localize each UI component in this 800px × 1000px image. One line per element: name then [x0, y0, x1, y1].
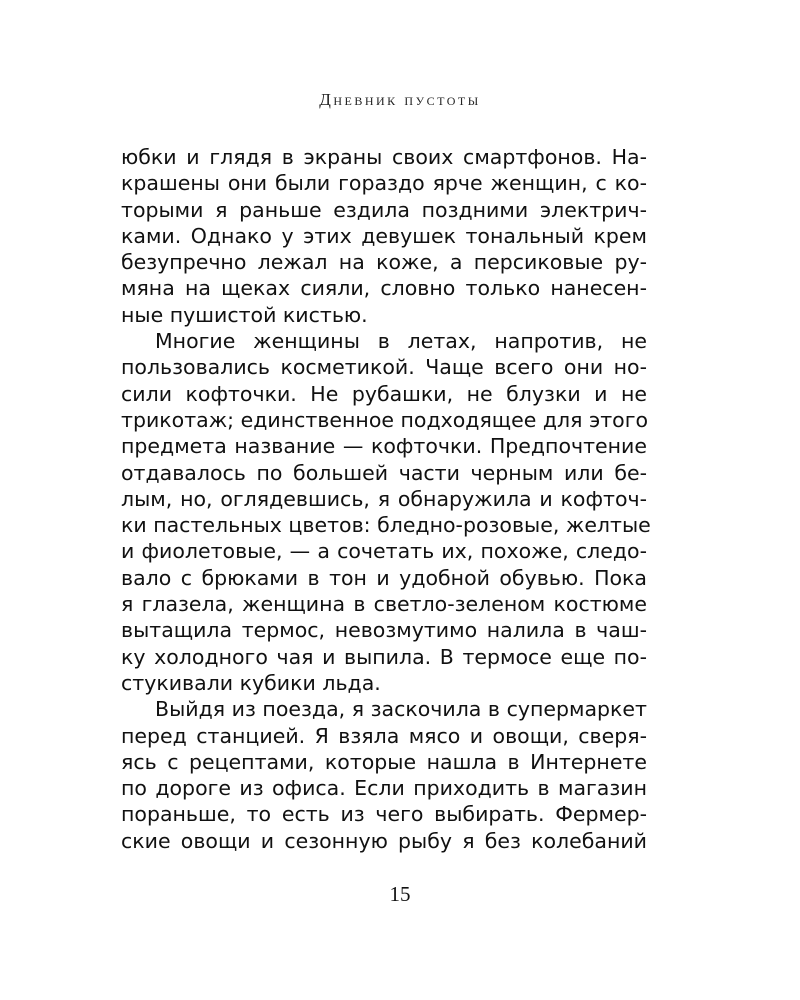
text-line: ки пастельных цветов: бледно-розовые, желтые: [121, 513, 651, 538]
text-line: ские овощи и сезонную рыбу я без колебаний: [121, 828, 647, 853]
text-line: и фиолетовые, — а сочетать их, похоже, следо-: [121, 539, 647, 564]
text-line: Выйдя из поезда, я заскочила в супермаркет: [155, 697, 647, 722]
body-text: [121, 144, 651, 854]
text-line: ясь с рецептами, которые нашла в Интернете: [121, 749, 647, 774]
text-line: отдавалось по большей части черным или бе-: [121, 460, 647, 485]
paragraph: [121, 144, 647, 328]
text-line: ные пушистой кистью.: [121, 302, 368, 327]
text-line: стукивали кубики льда.: [121, 670, 381, 695]
paragraph: [121, 696, 647, 854]
text-line: юбки и глядя в экраны своих смартфонов. На-: [121, 145, 647, 169]
text-line: лым, но, оглядевшись, я обнаружила и кофточ-: [121, 486, 647, 511]
text-line: трикотаж; единственное подходящее для этого: [121, 407, 649, 432]
running-head: Дневник пустоты: [319, 90, 481, 109]
page-number: 15: [389, 882, 411, 906]
text-line: безупречно лежал на коже, а персиковые ру-: [121, 250, 647, 275]
text-line: Многие женщины в летах, напротив, не: [155, 329, 647, 354]
text-line: предмета название — кофточки. Предпочтение: [121, 434, 647, 459]
text-line: ку холодного чая и выпила. В термосе еще по-: [121, 644, 647, 669]
text-line: пользовались косметикой. Чаще всего они но-: [121, 355, 647, 380]
text-line: сили кофточки. Не рубашки, не блузки и не: [121, 381, 647, 406]
text-line: перед станцией. Я взяла мясо и овощи, сверя-: [121, 723, 647, 748]
text-line: я глазела, женщина в светло-зеленом костюме: [121, 592, 647, 617]
text-line: вало с брюками в тон и удобной обувью. Пока: [121, 565, 647, 590]
text-line: крашены они были гораздо ярче женщин, с ко-: [121, 171, 647, 196]
text-line: ками. Однако у этих девушек тональный крем: [121, 223, 647, 248]
text-line: пораньше, то есть из чего выбирать. Фермер-: [121, 802, 647, 827]
text-line: торыми я раньше ездила поздними электрич-: [121, 197, 647, 222]
paragraph: [121, 328, 651, 696]
text-line: по дороге из офиса. Если приходить в магазин: [121, 776, 647, 801]
text-line: вытащила термос, невозмутимо налила в чаш-: [121, 618, 647, 643]
text-line: мяна на щеках сияли, словно только нанесен-: [121, 276, 647, 301]
